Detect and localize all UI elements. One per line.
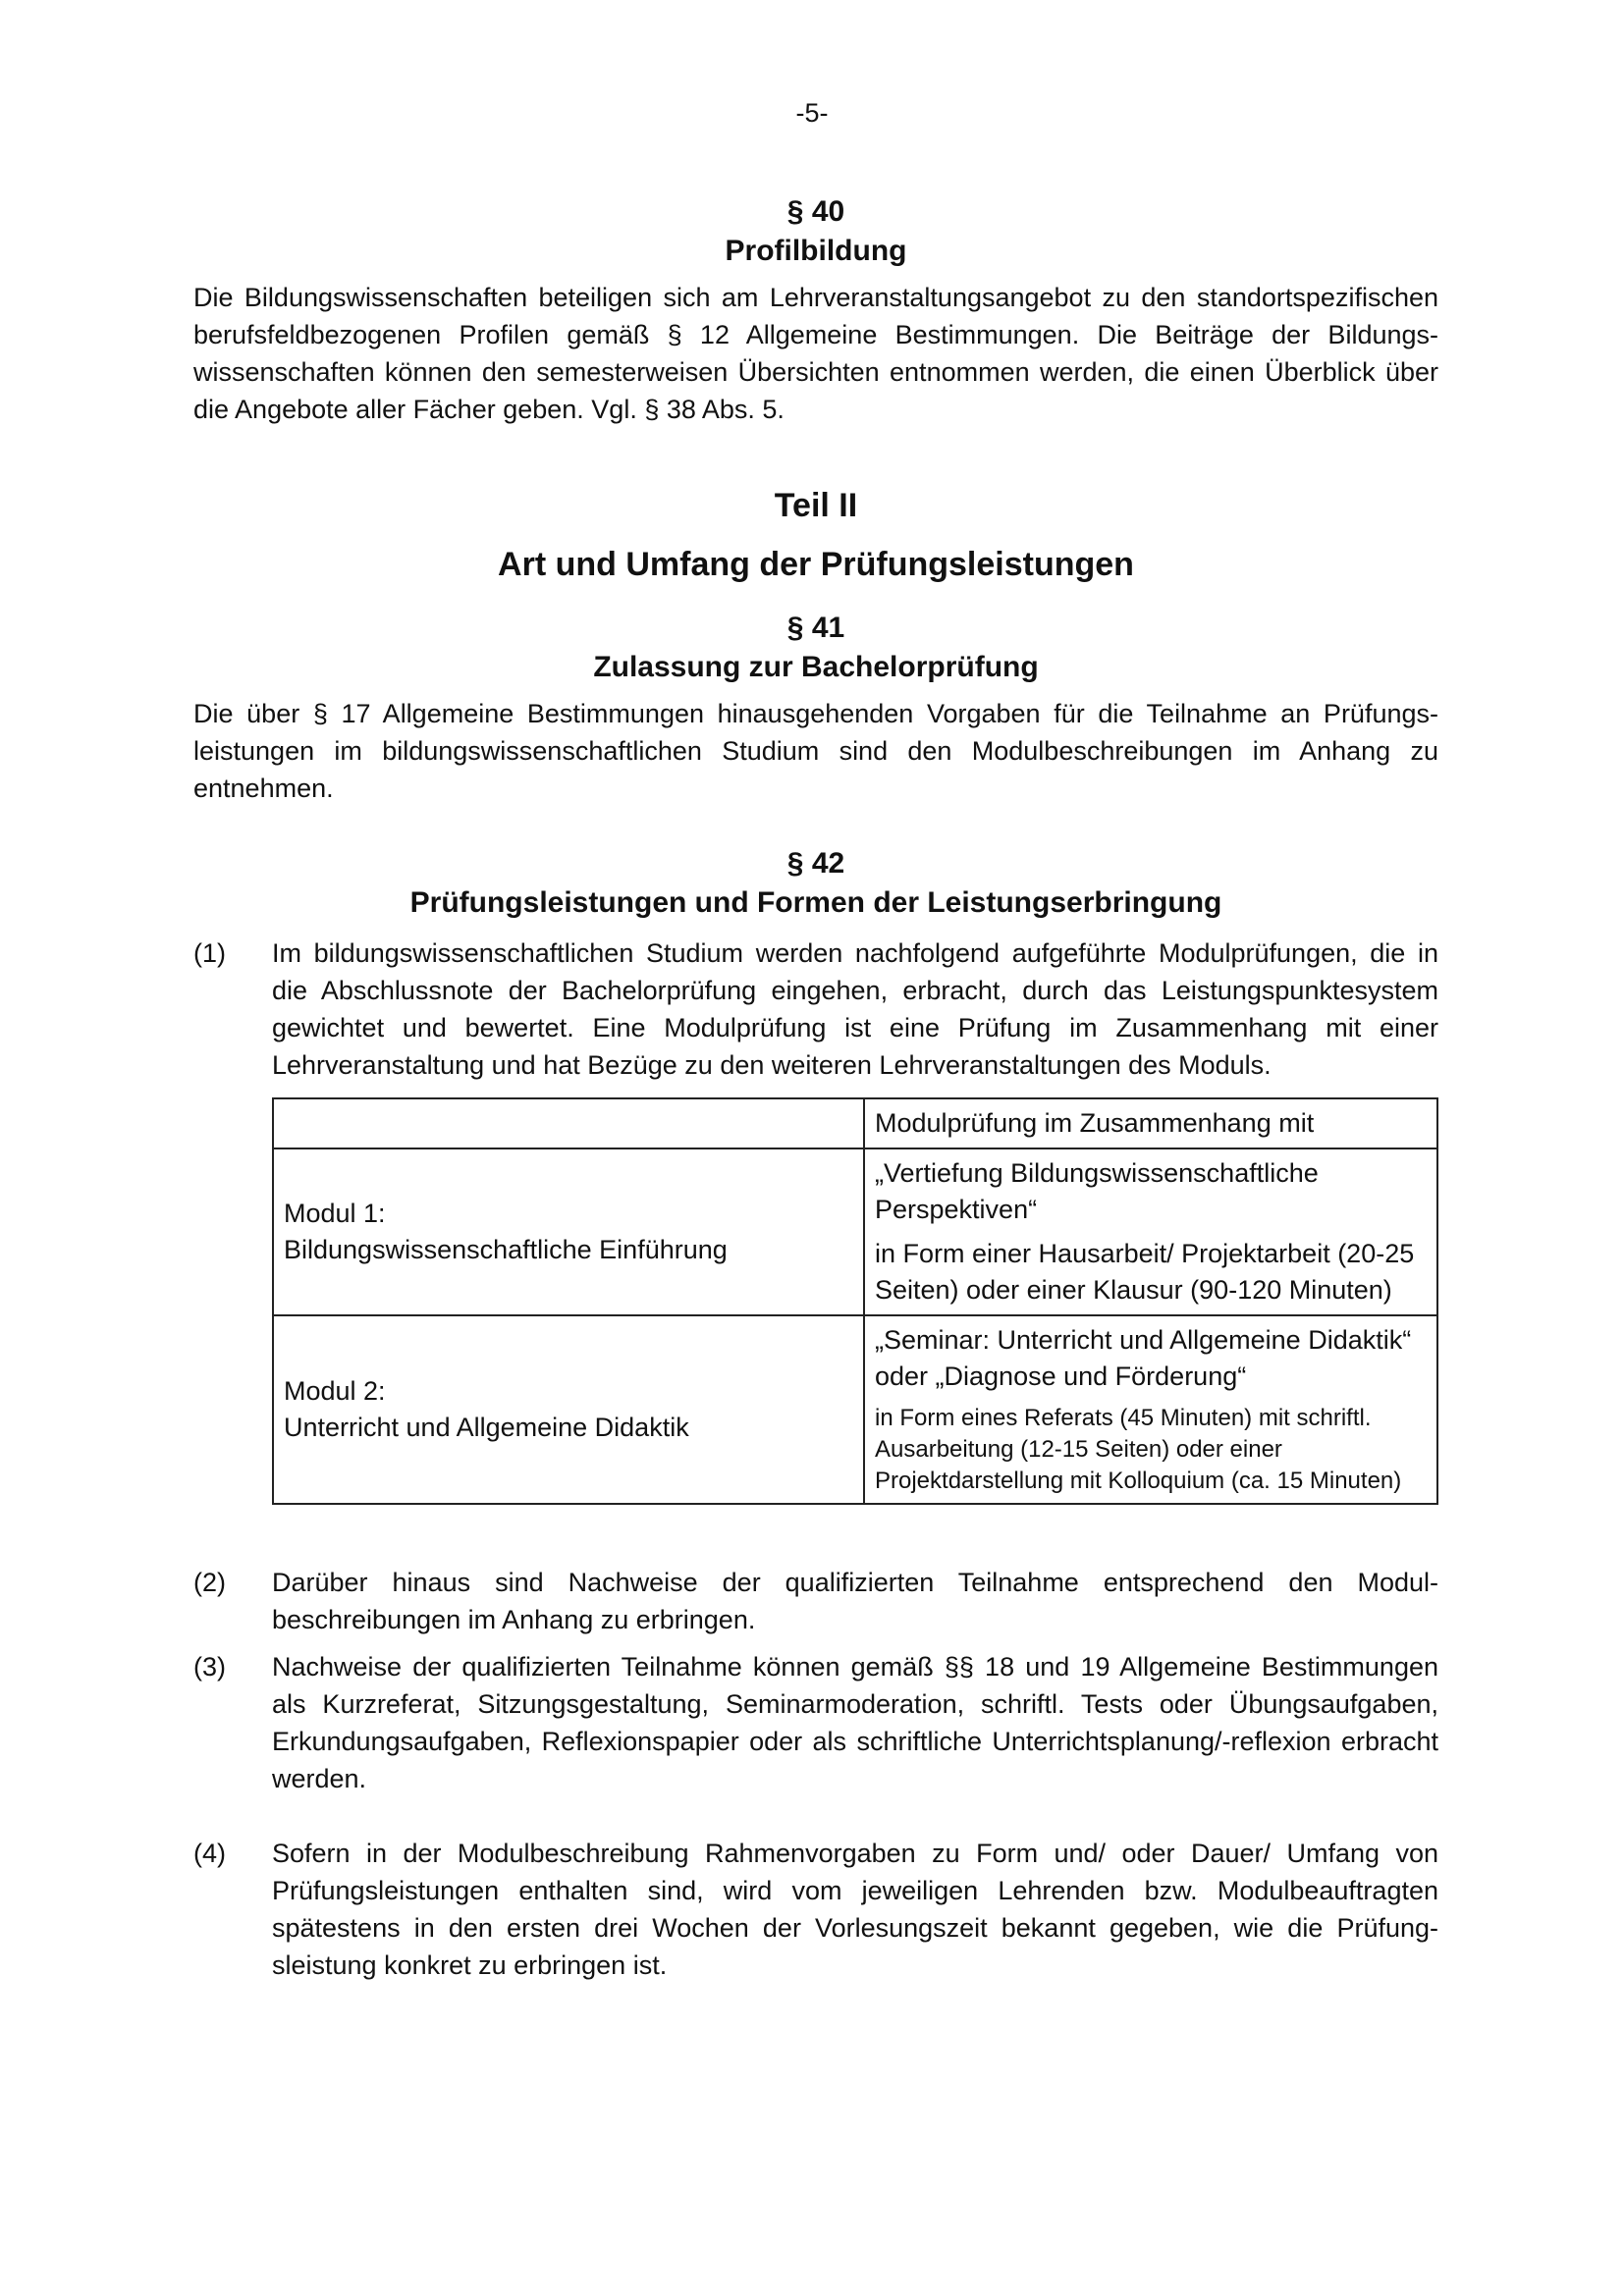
section-42-item-4 bbox=[193, 1835, 1438, 1984]
section-42-number: § 42 bbox=[786, 847, 845, 880]
item-number: (1) bbox=[193, 938, 226, 968]
item-text: Sofern in der Modulbeschreibung Rahmenvorgaben zu Form und/ oder Dauer/ Umfang von Prüfungsleistungen enthalten sind, wird vom jeweiligen Lehrenden bzw. Modulbeauftragten spätestens in den ersten drei Wochen der Vorlesungszeit bekannt gegeben, wie die Prüfung-sleistung konkret zu erbringen ist. bbox=[272, 1839, 1438, 1980]
table-row bbox=[273, 1315, 1437, 1504]
section-42-item-3 bbox=[193, 1648, 1438, 1797]
module-cell bbox=[273, 1148, 864, 1315]
item-number: (2) bbox=[193, 1568, 226, 1597]
section-42-item-1 bbox=[193, 934, 1438, 1084]
exam-course: „Vertiefung Bildungswissenschaftliche Perspektiven“ bbox=[875, 1158, 1319, 1224]
part-subtitle: Art und Umfang der Prüfungsleistungen bbox=[498, 546, 1134, 583]
table-row bbox=[273, 1148, 1437, 1315]
item-text: Nachweise der qualifizierten Teilnahme können gemäß §§ 18 und 19 Allgemeine Bestimmungen als Kurzreferat, Sitzungsgestaltung, Seminarmoderation, schriftl. Tests oder Übungsaufgaben, Erkundungsaufgaben, Reflexionspapier oder als schriftliche Unterrichtsplanung/-reflexion erbracht werden. bbox=[272, 1652, 1438, 1793]
table-header-cell: Modulprüfung im Zusammenhang mit bbox=[864, 1098, 1437, 1148]
section-40-number: § 40 bbox=[786, 195, 845, 228]
exam-form: in Form eines Referats (45 Minuten) mit schriftl. Ausarbeitung (12-15 Seiten) oder einer Projektdarstellung mit Kolloquium (ca. 15 Minuten) bbox=[875, 1405, 1402, 1494]
exam-cell bbox=[864, 1148, 1437, 1315]
item-text: Darüber hinaus sind Nachweise der qualifizierten Teilnahme entsprechend den Modul-beschreibungen im Anhang zu erbringen. bbox=[272, 1568, 1438, 1634]
table-header-empty bbox=[273, 1098, 864, 1148]
part-title: Teil II bbox=[774, 487, 858, 524]
exam-form: in Form einer Hausarbeit/ Projektarbeit (20-25 Seiten) oder einer Klausur (90-120 Minuten) bbox=[875, 1239, 1415, 1305]
table-header-row bbox=[273, 1098, 1437, 1148]
section-41-number: § 41 bbox=[786, 612, 845, 644]
section-40-title: Profilbildung bbox=[725, 235, 907, 267]
module-label: Modul 1: bbox=[284, 1199, 386, 1228]
section-41-title: Zulassung zur Bachelorprüfung bbox=[593, 651, 1039, 683]
item-number: (4) bbox=[193, 1839, 226, 1868]
exam-course: „Seminar: Unterricht und Allgemeine Didaktik“ oder „Diagnose und Förderung“ bbox=[875, 1325, 1412, 1391]
section-40-text: Die Bildungswissenschaften beteiligen sich am Lehrveranstaltungsangebot zu den standortspezifischen berufsfeldbezogenen Profilen gemäß § 12 Allgemeine Bestimmungen. Die Beiträge der Bildungs-wissenschaften können den semesterweisen Übersichten entnommen werden, die einen Überblick über die Angebote aller Fächer geben. Vgl. § 38 Abs. 5. bbox=[193, 283, 1438, 424]
module-label: Modul 2: bbox=[284, 1376, 386, 1406]
page-content bbox=[193, 192, 1438, 1984]
item-text: Im bildungswissenschaftlichen Studium werden nachfolgend aufgeführte Modulprüfungen, die in die Abschlussnote der Bachelorprüfung eingehen, erbracht, durch das Leistungspunktesystem gewichtet und bewertet. Eine Modulprüfung ist eine Prüfung im Zusammenhang mit einer Lehrveranstaltung und hat Bezüge zu den weiteren Lehrveranstaltungen des Moduls. bbox=[272, 938, 1438, 1080]
module-name: Bildungswissenschaftliche Einführung bbox=[284, 1235, 728, 1264]
page-number: -5- bbox=[795, 98, 829, 128]
section-42-title: Prüfungsleistungen und Formen der Leistungserbringung bbox=[409, 886, 1222, 919]
module-exam-table bbox=[272, 1097, 1438, 1505]
module-name: Unterricht und Allgemeine Didaktik bbox=[284, 1413, 689, 1442]
section-42-item-2 bbox=[193, 1564, 1438, 1638]
section-41-text: Die über § 17 Allgemeine Bestimmungen hinausgehenden Vorgaben für die Teilnahme an Prüfungs-leistungen im bildungswissenschaftlichen Studium sind den Modulbeschreibungen im Anhang zu entnehmen. bbox=[193, 699, 1438, 803]
item-number: (3) bbox=[193, 1652, 226, 1682]
exam-cell bbox=[864, 1315, 1437, 1504]
module-cell bbox=[273, 1315, 864, 1504]
